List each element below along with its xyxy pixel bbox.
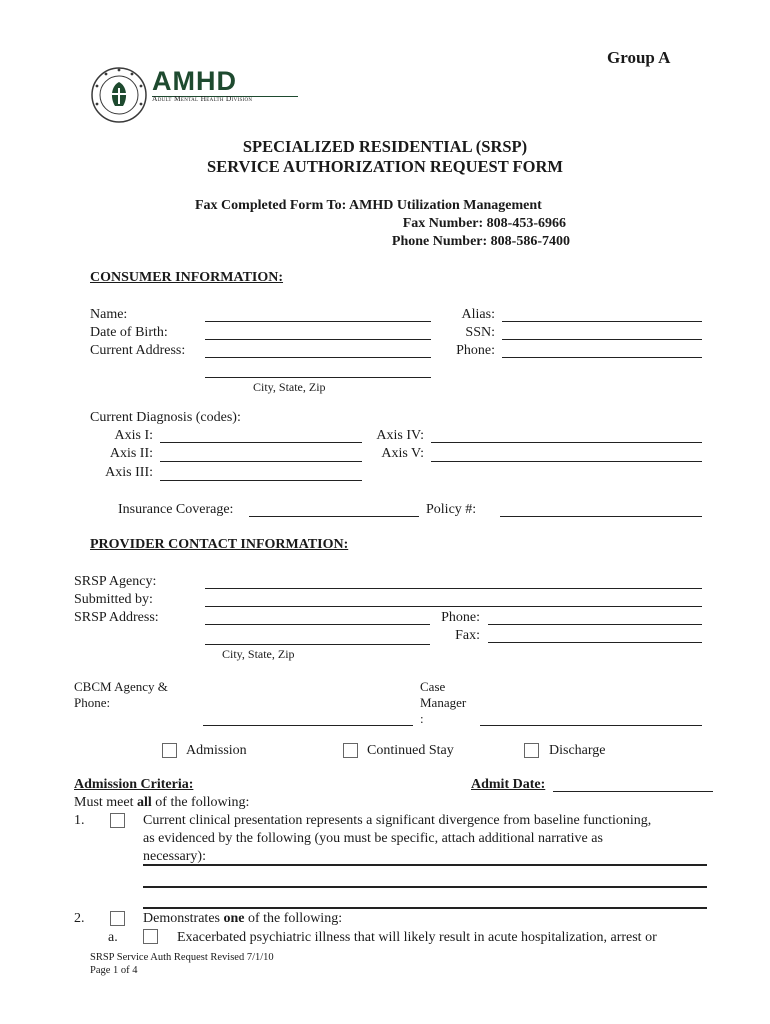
- axis4-field[interactable]: [431, 442, 702, 443]
- item1-checkbox[interactable]: [110, 813, 125, 828]
- cbcm-label-line2: Phone:: [74, 695, 111, 710]
- provider-city-field[interactable]: [205, 644, 430, 645]
- item1-text-line1: Current clinical presentation represents a significant divergence from baseline functioning,: [143, 813, 652, 828]
- alias-field[interactable]: [502, 321, 702, 322]
- provider-heading: PROVIDER CONTACT INFORMATION:: [90, 537, 349, 552]
- admission-criteria-heading: Admission Criteria:: [74, 777, 194, 792]
- footer-revision: SRSP Service Auth Request Revised 7/1/10: [90, 952, 274, 963]
- logo-subtitle: Adult Mental Health Division: [152, 94, 253, 103]
- discharge-label: Discharge: [549, 743, 606, 758]
- provider-fax-field[interactable]: [488, 642, 702, 643]
- submitted-by-field[interactable]: [205, 606, 702, 607]
- insurance-field[interactable]: [249, 516, 419, 517]
- case-manager-line1: Case: [420, 679, 446, 694]
- item1-number: 1.: [74, 813, 85, 828]
- amhd-logo: [88, 64, 150, 131]
- must-meet-prefix: Must meet: [74, 795, 137, 810]
- phone-number: Phone Number: 808-586-7400: [391, 234, 570, 249]
- discharge-checkbox[interactable]: [524, 743, 539, 758]
- policy-label: Policy #:: [426, 502, 477, 517]
- axis3-field[interactable]: [160, 480, 362, 481]
- axis4-label: Axis IV:: [376, 428, 424, 443]
- logo-title: AMHD: [152, 66, 237, 96]
- dob-field[interactable]: [205, 339, 431, 340]
- case-manager-line3: :: [420, 711, 424, 726]
- srsp-address-field[interactable]: [205, 624, 430, 625]
- city-state-zip-field[interactable]: [205, 377, 431, 378]
- item2a-letter: a.: [108, 930, 118, 945]
- current-address-label: Current Address:: [90, 343, 186, 358]
- axis5-label: Axis V:: [381, 446, 424, 461]
- consumer-heading: CONSUMER INFORMATION:: [90, 270, 284, 285]
- policy-field[interactable]: [500, 516, 702, 517]
- cbcm-label-line1: CBCM Agency &: [74, 679, 168, 694]
- footer-page: Page 1 of 4: [90, 965, 138, 976]
- axis2-field[interactable]: [160, 461, 362, 462]
- admission-label: Admission: [186, 743, 247, 758]
- provider-phone-field[interactable]: [488, 624, 702, 625]
- provider-city-caption: City, State, Zip: [222, 647, 295, 661]
- srsp-agency-label: SRSP Agency:: [74, 574, 157, 589]
- continued-stay-label: Continued Stay: [367, 743, 454, 758]
- case-manager-field[interactable]: [480, 725, 702, 726]
- item2-prefix: Demonstrates: [143, 911, 224, 926]
- phone-field[interactable]: [502, 357, 702, 358]
- item1-narrative-line2[interactable]: [143, 886, 707, 888]
- city-state-zip-caption: City, State, Zip: [253, 380, 326, 394]
- provider-fax-label: Fax:: [455, 628, 480, 643]
- fax-to: Fax Completed Form To: AMHD Utilization Management: [195, 198, 542, 213]
- phone-label: Phone:: [456, 343, 495, 358]
- name-field[interactable]: [205, 321, 431, 322]
- axis3-label: Axis III:: [105, 465, 153, 480]
- insurance-label: Insurance Coverage:: [118, 502, 234, 517]
- item2-number: 2.: [74, 911, 85, 926]
- case-manager-line2: Manager: [420, 695, 467, 710]
- must-meet-bold: all: [137, 795, 152, 810]
- axis1-field[interactable]: [160, 442, 362, 443]
- admission-checkbox[interactable]: [162, 743, 177, 758]
- name-label: Name:: [90, 307, 128, 322]
- dob-label: Date of Birth:: [90, 325, 168, 340]
- cbcm-field[interactable]: [203, 725, 413, 726]
- form-title-line2: SERVICE AUTHORIZATION REQUEST FORM: [207, 157, 563, 176]
- axis5-field[interactable]: [431, 461, 702, 462]
- continued-stay-checkbox[interactable]: [343, 743, 358, 758]
- item2a-text: Exacerbated psychiatric illness that will likely result in acute hospitalization, arrest or: [177, 930, 657, 945]
- address-field[interactable]: [205, 357, 431, 358]
- item2-text: [143, 911, 342, 927]
- alias-label: Alias:: [461, 307, 495, 322]
- srsp-address-label: SRSP Address:: [74, 610, 159, 625]
- item1-narrative-line1[interactable]: [143, 864, 707, 866]
- submitted-by-label: Submitted by:: [74, 592, 153, 607]
- srsp-agency-field[interactable]: [205, 588, 702, 589]
- state-seal-icon: [88, 64, 150, 126]
- item2a-checkbox[interactable]: [143, 929, 158, 944]
- group-label: Group A: [607, 48, 671, 67]
- item1-text-line3: necessary):: [143, 849, 206, 864]
- item2-checkbox[interactable]: [110, 911, 125, 926]
- fax-number: Fax Number: 808-453-6966: [402, 216, 566, 231]
- provider-phone-label: Phone:: [441, 610, 480, 625]
- item1-narrative-line3[interactable]: [143, 907, 707, 909]
- diagnosis-label: Current Diagnosis (codes):: [90, 410, 241, 425]
- item1-text-line2: as evidenced by the following (you must be specific, attach additional narrative as: [143, 831, 603, 846]
- ssn-field[interactable]: [502, 339, 702, 340]
- axis2-label: Axis II:: [109, 446, 153, 461]
- ssn-label: SSN:: [465, 325, 495, 340]
- must-meet-suffix: of the following:: [151, 795, 250, 810]
- must-meet-text: [74, 795, 249, 811]
- item2-bold: one: [223, 911, 245, 926]
- admit-date-label: Admit Date:: [471, 777, 546, 792]
- item2-suffix: of the following:: [244, 911, 343, 926]
- admit-date-field[interactable]: [553, 791, 713, 792]
- axis1-label: Axis I:: [114, 428, 153, 443]
- form-title-line1: SPECIALIZED RESIDENTIAL (SRSP): [242, 137, 528, 156]
